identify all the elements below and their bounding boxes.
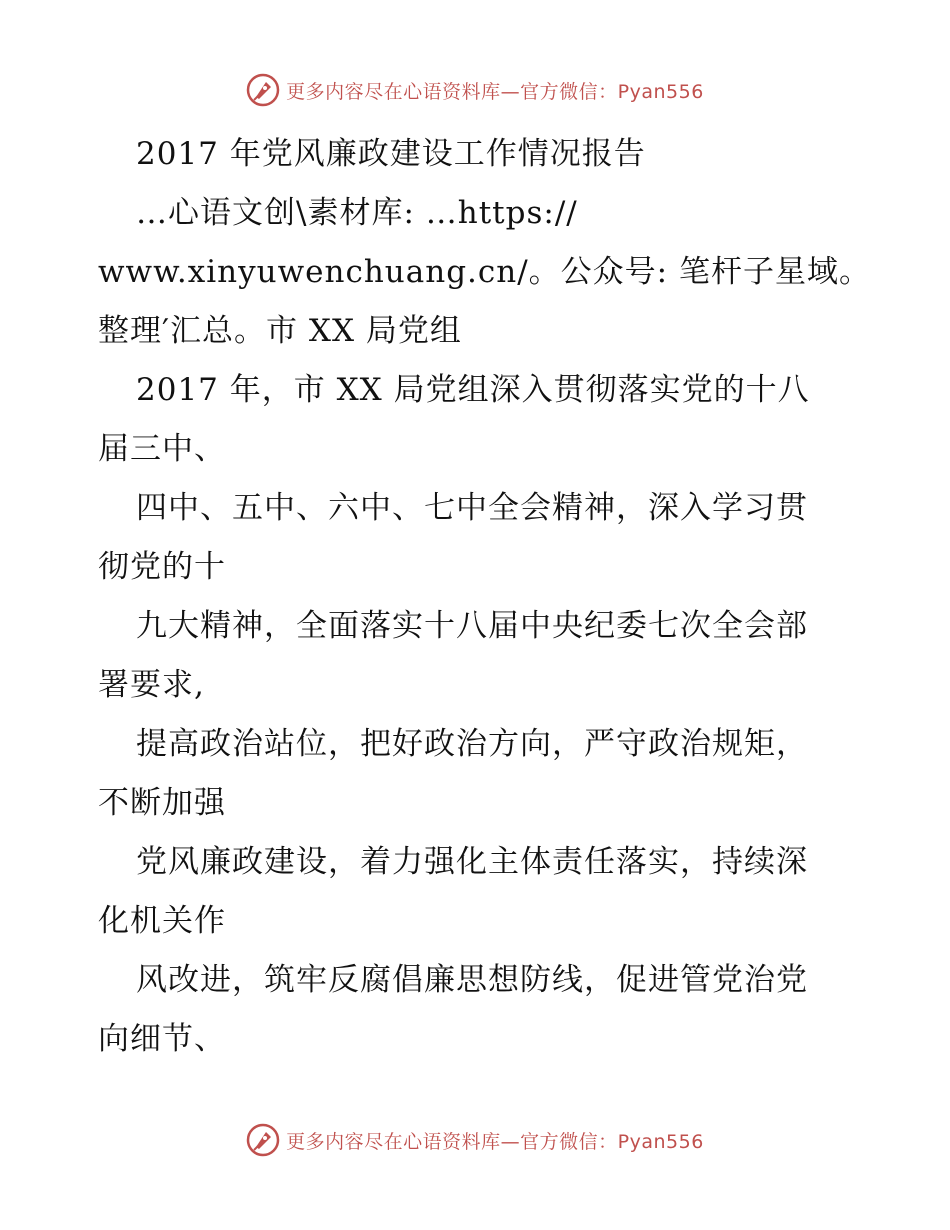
document-title: 2017 年党风廉政建设工作情况报告 <box>136 136 646 172</box>
body-line: 化机关作 <box>98 903 226 939</box>
body-line: 彻党的十 <box>98 549 226 585</box>
footer-watermark-banner <box>0 1120 950 1160</box>
pen-nib-logo-icon <box>246 73 280 107</box>
body-line: 四中、五中、六中、七中全会精神，深入学习贯 <box>136 490 808 526</box>
body-line: 风改进，筑牢反腐倡廉思想防线，促进管党治党 <box>136 962 808 998</box>
body-line: 届三中、 <box>98 431 226 467</box>
body-line: 向细节、 <box>98 1021 226 1057</box>
body-line: 党风廉政建设，着力强化主体责任落实，持续深 <box>136 844 808 880</box>
body-line: 2017 年，市 XX 局党组深入贯彻落实党的十八 <box>136 372 810 408</box>
body-line: …心语文创\素材库: …https:// <box>136 195 578 231</box>
body-line: 整理′汇总。市 XX 局党组 <box>98 313 462 349</box>
body-line: www.xinyuwenchuang.cn/。公众号: 笔杆子星域。 <box>98 254 871 290</box>
header-watermark-text: 更多内容尽在心语资料库—官方微信：Pyan556 <box>286 80 704 103</box>
body-line: 九大精神，全面落实十八届中央纪委七次全会部 <box>136 608 808 644</box>
pen-nib-logo-icon <box>246 1123 280 1157</box>
header-watermark-banner <box>0 70 950 110</box>
body-line: 署要求, <box>98 667 205 703</box>
document-body <box>98 125 871 1069</box>
footer-watermark-text: 更多内容尽在心语资料库—官方微信：Pyan556 <box>286 1130 704 1153</box>
body-line: 不断加强 <box>98 785 226 821</box>
body-line: 提高政治站位，把好政治方向，严守政治规矩， <box>136 726 808 762</box>
